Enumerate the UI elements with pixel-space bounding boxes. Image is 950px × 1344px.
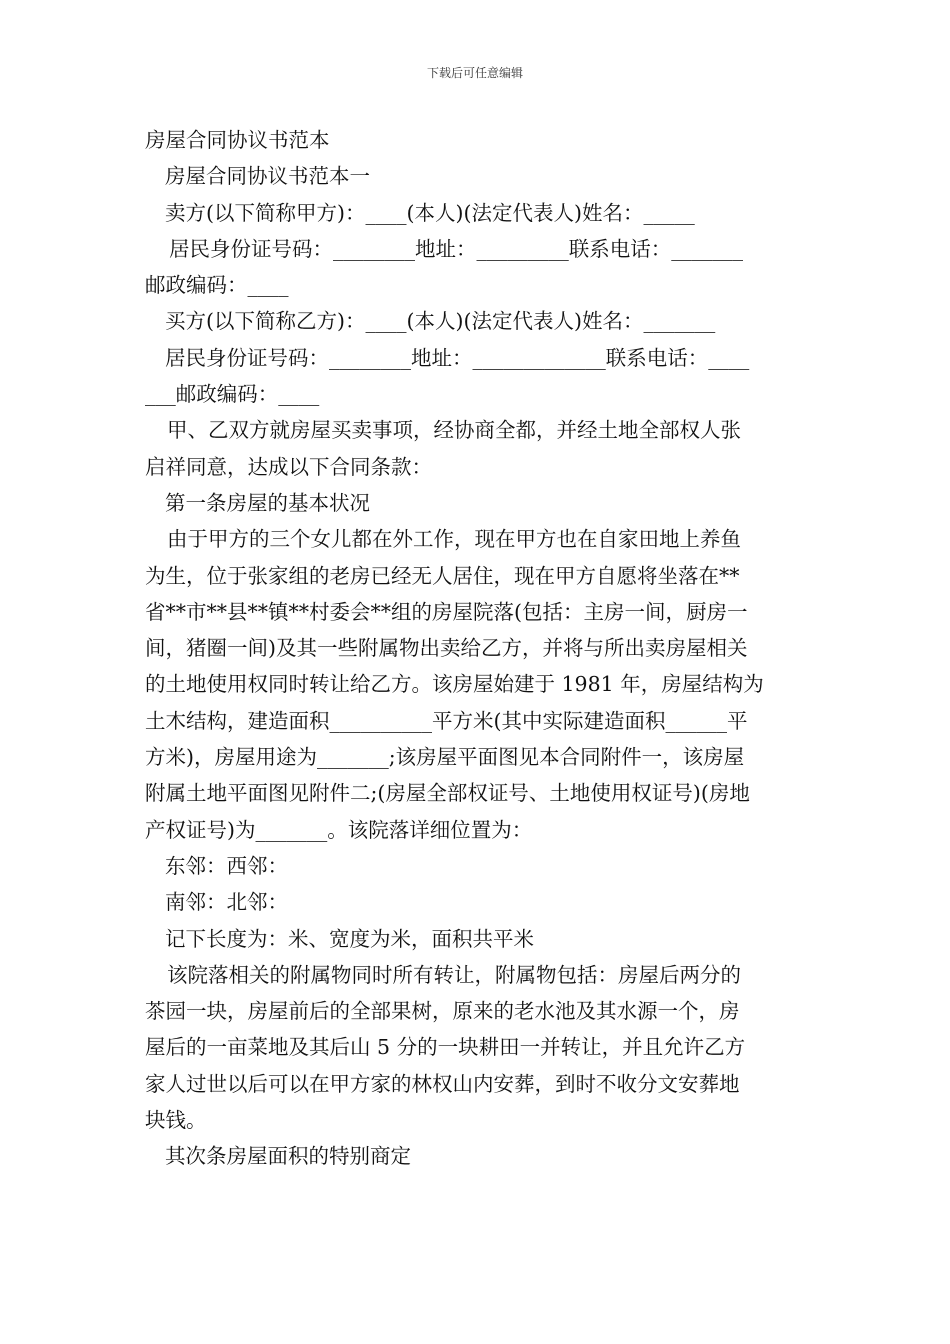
article-1-paragraph-line: 为生，位于张家组的老房已经无人居住，现在甲方自愿将坐落在** [145, 563, 740, 588]
appurtenance-paragraph-line: 家人过世以后可以在甲方家的林权山内安葬，到时不收分文安葬地 [145, 1071, 740, 1096]
header-note: 下载后可任意编辑 [426, 66, 523, 80]
article-1-title: 第一条房屋的基本状况 [165, 490, 370, 515]
buyer-postcode-line: ___邮政编码：____ [145, 382, 320, 407]
article-1-paragraph-line: 产权证号)为_______。该院落详细位置为： [145, 817, 533, 842]
east-west-neighbors: 东邻：西邻： [165, 853, 288, 878]
buyer-id-line: 居民身份证号码：________地址：_____________联系电话：____ [165, 345, 750, 370]
article-1-paragraph-line: 附属土地平面图见附件二;(房屋全部权证号、土地使用权证号)(房地 [145, 781, 750, 806]
seller-postcode-line: 邮政编码：____ [145, 273, 289, 298]
article-1-paragraph-line: 省**市**县**镇**村委会**组的房屋院落(包括：主房一间，厨房一 [145, 599, 748, 624]
article-1-paragraph-line: 土木结构，建造面积__________平方米(其中实际建造面积______平 [145, 708, 748, 733]
intro-line: 启祥同意，达成以下合同条款： [145, 454, 432, 479]
south-north-neighbors: 南邻：北邻： [165, 890, 288, 915]
seller-id-line: 居民身份证号码：________地址：_________联系电话：_______ [169, 236, 743, 261]
article-1-paragraph-line: 由于甲方的三个女儿都在外工作，现在甲方也在自家田地上养鱼 [167, 527, 741, 552]
article-1-paragraph-line: 的土地使用权同时转让给乙方。该房屋始建于 1981 年，房屋结构为 [145, 672, 764, 697]
dimensions-line: 记下长度为：米、宽度为米，面积共平米 [165, 926, 534, 951]
appurtenance-paragraph-line: 屋后的一亩菜地及其后山 5 分的一块耕田一并转让，并且允许乙方 [145, 1035, 746, 1060]
intro-line: 甲、乙双方就房屋买卖事项，经协商全都，并经土地全部权人张 [167, 418, 741, 443]
document-body [145, 122, 807, 1175]
buyer-line: 买方(以下简称乙方)：____(本人)(法定代表人)姓名：_______ [165, 309, 716, 334]
seller-line: 卖方(以下简称甲方)：____(本人)(法定代表人)姓名：_____ [165, 200, 695, 225]
article-1-paragraph-line: 方米)，房屋用途为_______;该房屋平面图见本合同附件一，该房屋 [145, 745, 745, 770]
appurtenance-paragraph-line: 块钱。 [145, 1108, 207, 1133]
appurtenance-paragraph-line: 该院落相关的附属物同时所有转让，附属物包括：房屋后两分的 [167, 962, 741, 987]
article-1-paragraph-line: 间，猪圈一间)及其一些附属物出卖给乙方，并将与所出卖房屋相关 [145, 636, 748, 661]
document-title: 房屋合同协议书范本 [145, 128, 330, 152]
appurtenance-paragraph-line: 茶园一块，房屋前后的全部果树，原来的老水池及其水源一个，房 [145, 999, 740, 1024]
article-2-title: 其次条房屋面积的特别商定 [165, 1144, 411, 1169]
document-subtitle: 房屋合同协议书范本一 [165, 164, 370, 189]
